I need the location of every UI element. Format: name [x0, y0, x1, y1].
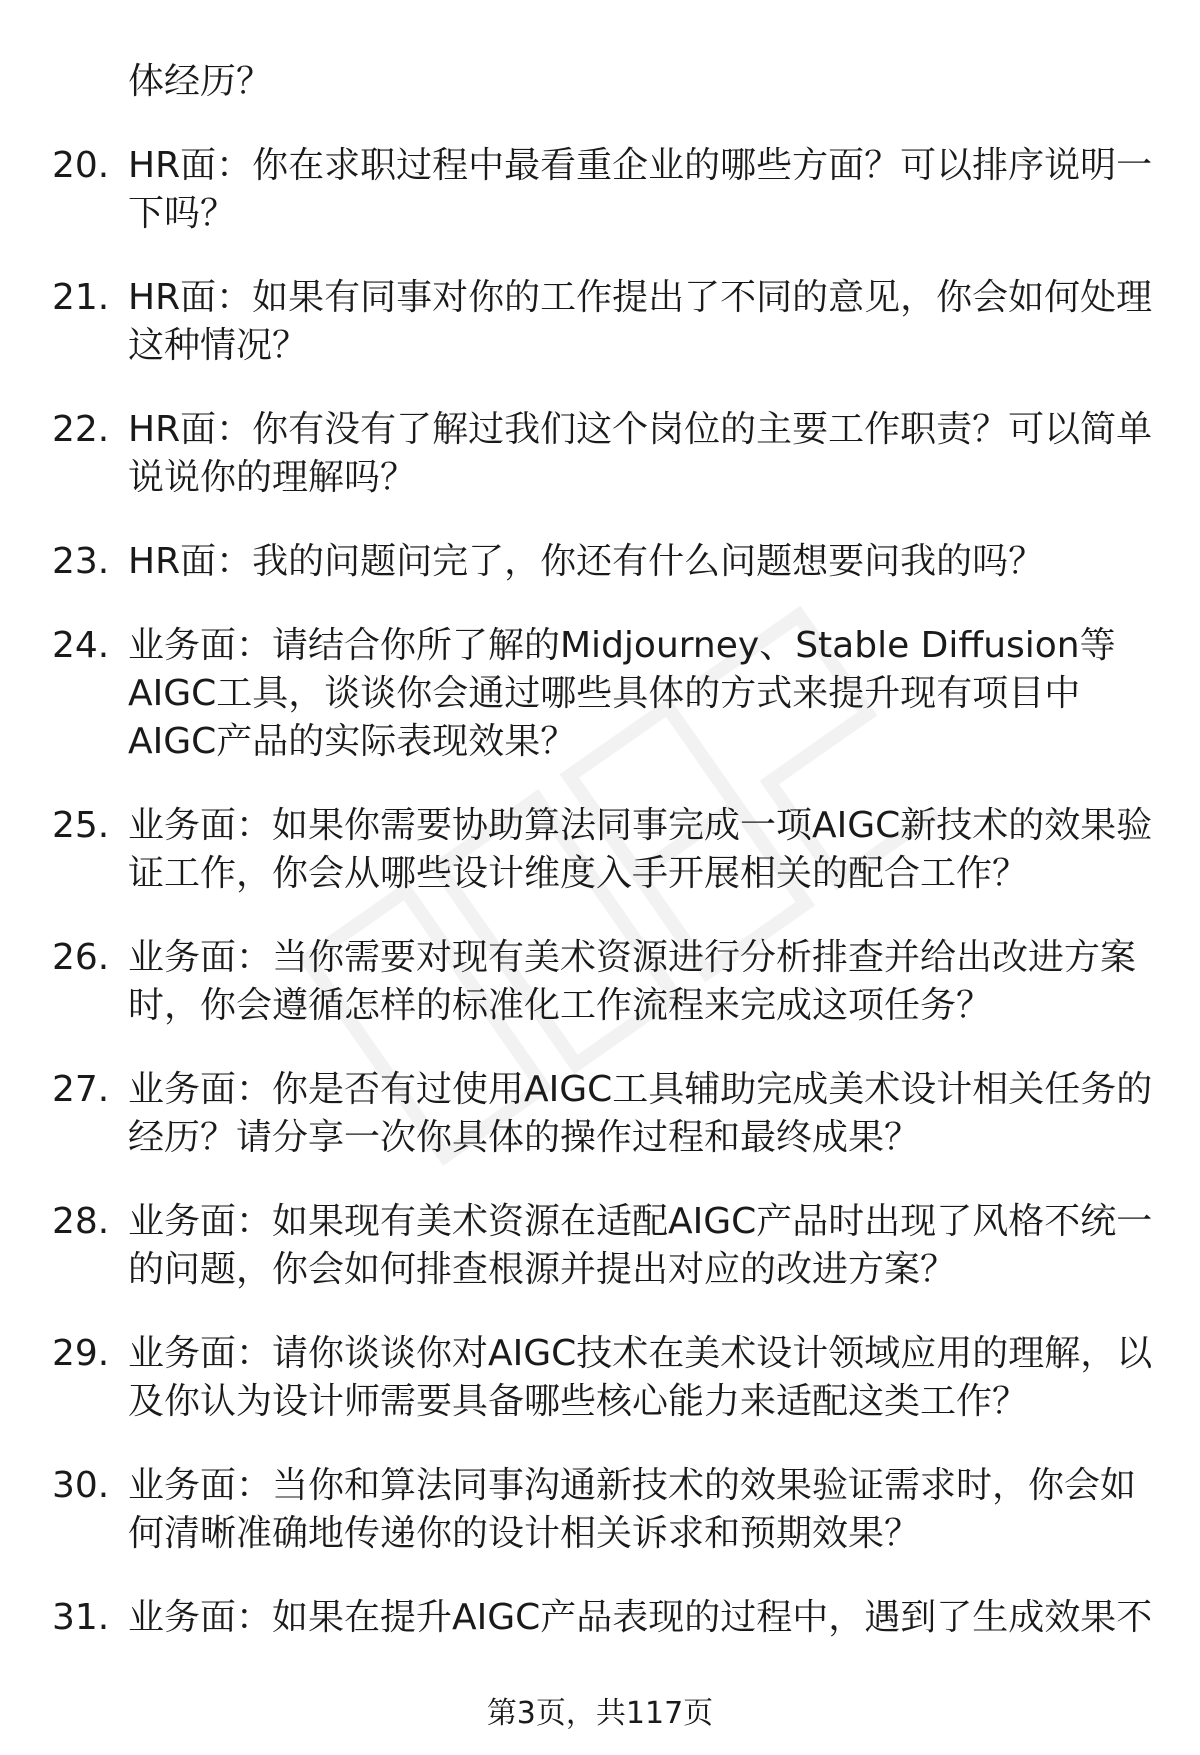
question-text-line: 业务面：请你谈谈你对AIGC技术在美术设计领域应用的理解，以: [128, 1333, 1153, 1374]
question-text-line: 业务面：你是否有过使用AIGC工具辅助完成美术设计相关任务的: [128, 1069, 1153, 1110]
question-text-line: HR面：你在求职过程中最看重企业的哪些方面？可以排序说明一: [128, 145, 1153, 186]
question-text-line: AIGC工具，谈谈你会通过哪些具体的方式来提升现有项目中: [128, 673, 1081, 714]
question-number: 25.: [52, 805, 110, 846]
question-text-line: HR面：如果有同事对你的工作提出了不同的意见，你会如何处理: [128, 277, 1153, 318]
question-number: 20.: [52, 145, 110, 186]
continuation-text: 体经历？: [128, 61, 273, 102]
question-number: 23.: [52, 541, 110, 582]
question-text-line: HR面：我的问题问完了，你还有什么问题想要问我的吗？: [128, 541, 1045, 582]
question-text-line: 业务面：如果在提升AIGC产品表现的过程中，遇到了生成效果不: [128, 1597, 1153, 1638]
question-number: 29.: [52, 1333, 110, 1374]
question-text-line: 这种情况？: [128, 325, 309, 366]
question-text-line: 的问题，你会如何排查根源并提出对应的改进方案？: [128, 1249, 957, 1290]
question-text-line: 说说你的理解吗？: [128, 457, 417, 498]
question-text-line: 业务面：请结合你所了解的Midjourney、Stable Diffusion等: [128, 625, 1116, 666]
question-text-line: AIGC产品的实际表现效果？: [128, 721, 577, 762]
question-text-line: 业务面：如果你需要协助算法同事完成一项AIGC新技术的效果验: [128, 805, 1153, 846]
question-text-line: 何清晰准确地传递你的设计相关诉求和预期效果？: [128, 1513, 921, 1554]
question-text-line: 业务面：当你需要对现有美术资源进行分析排查并给出改进方案: [128, 937, 1137, 978]
question-number: 21.: [52, 277, 110, 318]
question-number: 31.: [52, 1597, 110, 1638]
question-number: 26.: [52, 937, 110, 978]
question-text-line: 时，你会遵循怎样的标准化工作流程来完成这项任务？: [128, 985, 993, 1026]
page-number-footer: 第3页，共117页: [486, 1696, 714, 1731]
question-number: 24.: [52, 625, 110, 666]
question-text-line: 下吗？: [128, 193, 237, 234]
question-number: 30.: [52, 1465, 110, 1506]
question-text-line: 及你认为设计师需要具备哪些核心能力来适配这类工作？: [128, 1381, 1029, 1422]
question-text-line: 证工作，你会从哪些设计维度入手开展相关的配合工作？: [128, 853, 1029, 894]
question-text-line: 业务面：如果现有美术资源在适配AIGC产品时出现了风格不统一: [128, 1201, 1153, 1242]
question-number: 22.: [52, 409, 110, 450]
question-text-line: 经历？请分享一次你具体的操作过程和最终成果？: [128, 1117, 921, 1158]
question-text-line: HR面：你有没有了解过我们这个岗位的主要工作职责？可以简单: [128, 409, 1153, 450]
question-number: 28.: [52, 1201, 110, 1242]
question-text-line: 业务面：当你和算法同事沟通新技术的效果验证需求时，你会如: [128, 1465, 1137, 1506]
question-number: 27.: [52, 1069, 110, 1110]
